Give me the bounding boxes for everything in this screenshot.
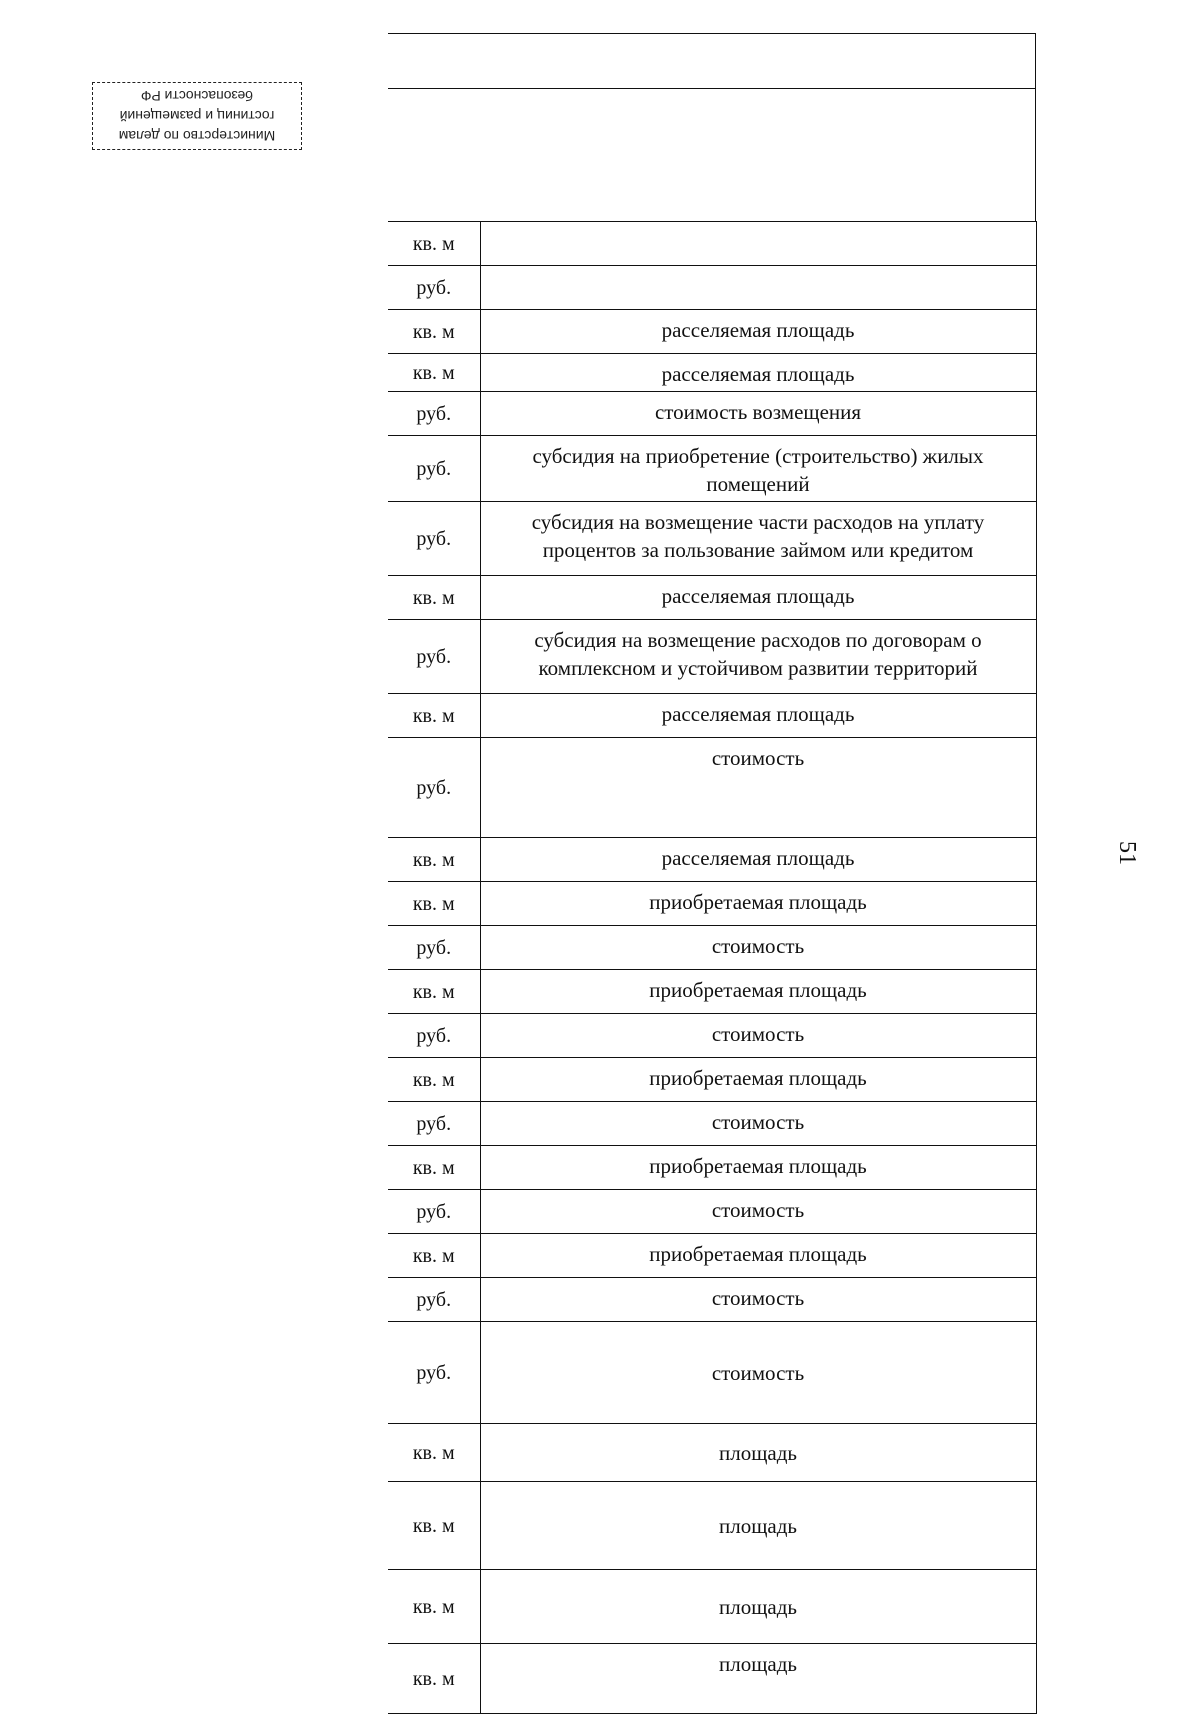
table-row xyxy=(388,1102,1036,1146)
table-row xyxy=(388,1424,1036,1482)
unit-cell: кв. м xyxy=(388,1482,480,1570)
description-cell: стоимость xyxy=(480,926,1036,970)
description-cell: стоимость xyxy=(480,1190,1036,1234)
stamp-line: гостиниц и размещений xyxy=(119,108,275,124)
unit-cell: кв. м xyxy=(388,694,480,738)
unit-cell: кв. м xyxy=(388,576,480,620)
description-cell xyxy=(480,222,1036,266)
unit-cell: руб. xyxy=(388,436,480,502)
description-cell: расселяемая площадь xyxy=(480,694,1036,738)
table-row xyxy=(388,1014,1036,1058)
table-row xyxy=(388,502,1036,576)
table-row xyxy=(388,970,1036,1014)
table-row xyxy=(388,926,1036,970)
description-cell: стоимость xyxy=(480,1322,1036,1424)
unit-cell: кв. м xyxy=(388,1058,480,1102)
units-table xyxy=(388,221,1037,1714)
unit-cell: руб. xyxy=(388,738,480,838)
description-cell: расселяемая площадь xyxy=(480,310,1036,354)
stamp-line: безопасности РФ xyxy=(140,88,254,104)
unit-cell: руб. xyxy=(388,926,480,970)
description-cell: приобретаемая площадь xyxy=(480,1146,1036,1190)
table-row xyxy=(388,882,1036,926)
table-row xyxy=(388,354,1036,392)
table-row xyxy=(388,576,1036,620)
unit-cell: кв. м xyxy=(388,1570,480,1644)
description-cell: стоимость xyxy=(480,1014,1036,1058)
unit-cell: руб. xyxy=(388,392,480,436)
description-cell: приобретаемая площадь xyxy=(480,882,1036,926)
description-cell: расселяемая площадь xyxy=(480,354,1036,392)
description-cell: стоимость xyxy=(480,738,1036,838)
table-row xyxy=(388,1190,1036,1234)
description-cell xyxy=(480,266,1036,310)
table-row xyxy=(388,1322,1036,1424)
description-cell: стоимость возмещения xyxy=(480,392,1036,436)
unit-cell: руб. xyxy=(388,1322,480,1424)
unit-cell: руб. xyxy=(388,502,480,576)
description-cell: площадь xyxy=(480,1570,1036,1644)
table-row xyxy=(388,222,1036,266)
table-row xyxy=(388,1482,1036,1570)
description-cell: площадь xyxy=(480,1482,1036,1570)
unit-cell: кв. м xyxy=(388,354,480,392)
unit-cell: руб. xyxy=(388,1190,480,1234)
description-cell: расселяемая площадь xyxy=(480,838,1036,882)
table-row xyxy=(388,738,1036,838)
table-row xyxy=(388,1278,1036,1322)
description-cell: субсидия на возмещение расходов по договорам о комплексном и устойчивом развитии территорий xyxy=(480,620,1036,694)
unit-cell: кв. м xyxy=(388,1644,480,1714)
description-cell: приобретаемая площадь xyxy=(480,1058,1036,1102)
description-cell: субсидия на возмещение части расходов на уплату процентов за пользование займом или кредитом xyxy=(480,502,1036,576)
unit-cell: кв. м xyxy=(388,882,480,926)
description-cell: стоимость xyxy=(480,1102,1036,1146)
unit-cell: кв. м xyxy=(388,1424,480,1482)
table-row xyxy=(388,392,1036,436)
table-header-row xyxy=(388,33,1036,88)
unit-cell: кв. м xyxy=(388,970,480,1014)
table-row xyxy=(388,436,1036,502)
unit-cell: кв. м xyxy=(388,1234,480,1278)
table-row xyxy=(388,694,1036,738)
table-row xyxy=(388,1644,1036,1714)
table-row xyxy=(388,310,1036,354)
description-cell: расселяемая площадь xyxy=(480,576,1036,620)
description-cell: площадь xyxy=(480,1424,1036,1482)
unit-cell: руб. xyxy=(388,266,480,310)
unit-cell: руб. xyxy=(388,1014,480,1058)
table-row xyxy=(388,1146,1036,1190)
unit-cell: кв. м xyxy=(388,838,480,882)
page-number: 51 xyxy=(1114,841,1140,865)
unit-cell: кв. м xyxy=(388,310,480,354)
table-row xyxy=(388,620,1036,694)
description-cell: стоимость xyxy=(480,1278,1036,1322)
stamp-line: Министерство по делам xyxy=(118,128,276,144)
description-cell: приобретаемая площадь xyxy=(480,970,1036,1014)
table-header-row xyxy=(388,88,1036,221)
description-cell: субсидия на приобретение (строительство) жилых помещений xyxy=(480,436,1036,502)
description-cell: приобретаемая площадь xyxy=(480,1234,1036,1278)
unit-cell: руб. xyxy=(388,1278,480,1322)
description-cell: площадь xyxy=(480,1644,1036,1714)
table-row xyxy=(388,838,1036,882)
table-row xyxy=(388,1234,1036,1278)
unit-cell: кв. м xyxy=(388,1146,480,1190)
units-table-sheet xyxy=(388,33,1036,1714)
unit-cell: руб. xyxy=(388,620,480,694)
unit-cell: руб. xyxy=(388,1102,480,1146)
table-row xyxy=(388,266,1036,310)
table-row xyxy=(388,1570,1036,1644)
ministry-stamp xyxy=(92,82,302,150)
table-row xyxy=(388,1058,1036,1102)
unit-cell: кв. м xyxy=(388,222,480,266)
